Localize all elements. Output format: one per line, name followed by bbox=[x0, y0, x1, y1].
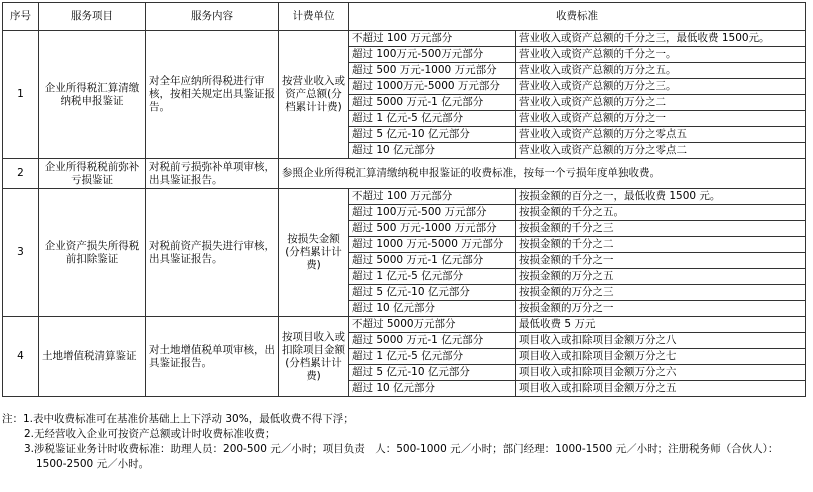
tier-range: 超过 100万元-500万元部分 bbox=[349, 47, 516, 63]
tier-fee: 按损金额的百分之一，最低收费 1500 元。 bbox=[516, 189, 806, 205]
tier-range: 超过 1000 万元-5000 万元部分 bbox=[349, 237, 516, 253]
header-unit: 计费单位 bbox=[279, 3, 349, 31]
tier-range: 超过 5 亿元-10 亿元部分 bbox=[349, 365, 516, 381]
service-content: 对全年应纳所得税进行审核，按相关规定出具鉴证报告。 bbox=[146, 31, 279, 159]
tier-range: 不超过 100 万元部分 bbox=[349, 31, 516, 47]
tier-range: 超过 10 亿元部分 bbox=[349, 301, 516, 317]
tier-range: 超过 1 亿元-5 亿元部分 bbox=[349, 269, 516, 285]
tier-fee: 按损金额的万分之一 bbox=[516, 301, 806, 317]
service-item: 企业所得税汇算清缴纳税申报鉴证 bbox=[39, 31, 146, 159]
tier-fee: 按损金额的千分之二 bbox=[516, 237, 806, 253]
tier-range: 超过 5000 万元-1 亿元部分 bbox=[349, 333, 516, 349]
tier-fee: 项目收入或扣除项目金额万分之六 bbox=[516, 365, 806, 381]
row-number: 4 bbox=[3, 317, 39, 397]
note-line: 2.无经营收入企业可按资产总额或计时收费标准收费； bbox=[24, 428, 276, 440]
header-standard: 收费标准 bbox=[349, 3, 806, 31]
tier-range: 超过 5000 万元-1 亿元部分 bbox=[349, 253, 516, 269]
tier-fee: 按损金额的千分之三 bbox=[516, 221, 806, 237]
tier-fee: 项目收入或扣除项目金额万分之七 bbox=[516, 349, 806, 365]
service-item: 土地增值税清算鉴证 bbox=[39, 317, 146, 397]
tier-range: 超过 10 亿元部分 bbox=[349, 381, 516, 397]
tier-range: 超过 500 万元-1000 万元部分 bbox=[349, 63, 516, 79]
tier-fee: 营业收入或资产总额的万分之五。 bbox=[516, 63, 806, 79]
service-content: 对税前资产损失进行审核，出具鉴证报告。 bbox=[146, 189, 279, 317]
reference-standard: 参照企业所得税汇算清缴纳税申报鉴证的收费标准，按每一个亏损年度单独收费。 bbox=[279, 159, 806, 189]
tier-fee: 项目收入或扣除项目金额万分之五 bbox=[516, 381, 806, 397]
table-row bbox=[3, 159, 806, 189]
notes bbox=[2, 412, 811, 472]
tier-fee: 最低收费 5 万元 bbox=[516, 317, 806, 333]
fee-table bbox=[2, 2, 806, 397]
tier-range: 超过 10 亿元部分 bbox=[349, 143, 516, 159]
header-row bbox=[3, 3, 806, 31]
tier-range: 超过 1000万元-5000 万元部分 bbox=[349, 79, 516, 95]
tier-fee: 项目收入或扣除项目金额万分之八 bbox=[516, 333, 806, 349]
tier-range: 超过 5 亿元-10 亿元部分 bbox=[349, 285, 516, 301]
row-number: 1 bbox=[3, 31, 39, 159]
tier-range: 超过 5000 万元-1 亿元部分 bbox=[349, 95, 516, 111]
header-no: 序号 bbox=[3, 3, 39, 31]
tier-range: 超过 500 万元-1000 万元部分 bbox=[349, 221, 516, 237]
service-item: 企业资产损失所得税前扣除鉴证 bbox=[39, 189, 146, 317]
tier-range: 超过 100万元-500 万元部分 bbox=[349, 205, 516, 221]
service-content: 对税前亏损弥补单项审核，出具鉴证报告。 bbox=[146, 159, 279, 189]
billing-unit: 按项目收入或扣除项目金额(分档累计计费) bbox=[279, 317, 349, 397]
tier-fee: 按损金额的千分之一 bbox=[516, 253, 806, 269]
tier-fee: 营业收入或资产总额的千分之一。 bbox=[516, 47, 806, 63]
tier-range: 不超过 5000万元部分 bbox=[349, 317, 516, 333]
note-line: 注：1.表中收费标准可在基准价基础上上下浮动 30%，最低收费不得下浮； bbox=[2, 413, 354, 425]
header-item: 服务项目 bbox=[39, 3, 146, 31]
tier-fee: 营业收入或资产总额的万分之一 bbox=[516, 111, 806, 127]
tier-range: 超过 1 亿元-5 亿元部分 bbox=[349, 349, 516, 365]
tier-fee: 营业收入或资产总额的万分之二 bbox=[516, 95, 806, 111]
billing-unit: 按营业收入或资产总额(分档累计计费) bbox=[279, 31, 349, 159]
note-line: 3.涉税鉴证业务计时收费标准：助理人员：200-500 元／小时；项目负责 人：500-1000 元／小时；部门经理：1000-1500 元／小时；注册税务师（合伙人）： bbox=[24, 443, 779, 455]
tier-fee: 按损金额的万分之五 bbox=[516, 269, 806, 285]
tier-fee: 营业收入或资产总额的万分之零点二 bbox=[516, 143, 806, 159]
billing-unit: 按损失金额(分档累计计费) bbox=[279, 189, 349, 317]
tier-fee: 按损金额的千分之五。 bbox=[516, 205, 806, 221]
service-content: 对土地增值税单项审核，出具鉴证报告。 bbox=[146, 317, 279, 397]
table-row bbox=[3, 317, 806, 333]
tier-range: 不超过 100 万元部分 bbox=[349, 189, 516, 205]
tier-fee: 按损金额的万分之三 bbox=[516, 285, 806, 301]
tier-fee: 营业收入或资产总额的万分之三。 bbox=[516, 79, 806, 95]
table-row bbox=[3, 31, 806, 47]
header-content: 服务内容 bbox=[146, 3, 279, 31]
table-row bbox=[3, 189, 806, 205]
tier-range: 超过 5 亿元-10 亿元部分 bbox=[349, 127, 516, 143]
row-number: 3 bbox=[3, 189, 39, 317]
tier-fee: 营业收入或资产总额的千分之三，最低收费 1500元。 bbox=[516, 31, 806, 47]
tier-range: 超过 1 亿元-5 亿元部分 bbox=[349, 111, 516, 127]
row-number: 2 bbox=[3, 159, 39, 189]
note-line: 1500-2500 元／小时。 bbox=[36, 458, 150, 470]
service-item: 企业所得税税前弥补亏损鉴证 bbox=[39, 159, 146, 189]
tier-fee: 营业收入或资产总额的万分之零点五 bbox=[516, 127, 806, 143]
